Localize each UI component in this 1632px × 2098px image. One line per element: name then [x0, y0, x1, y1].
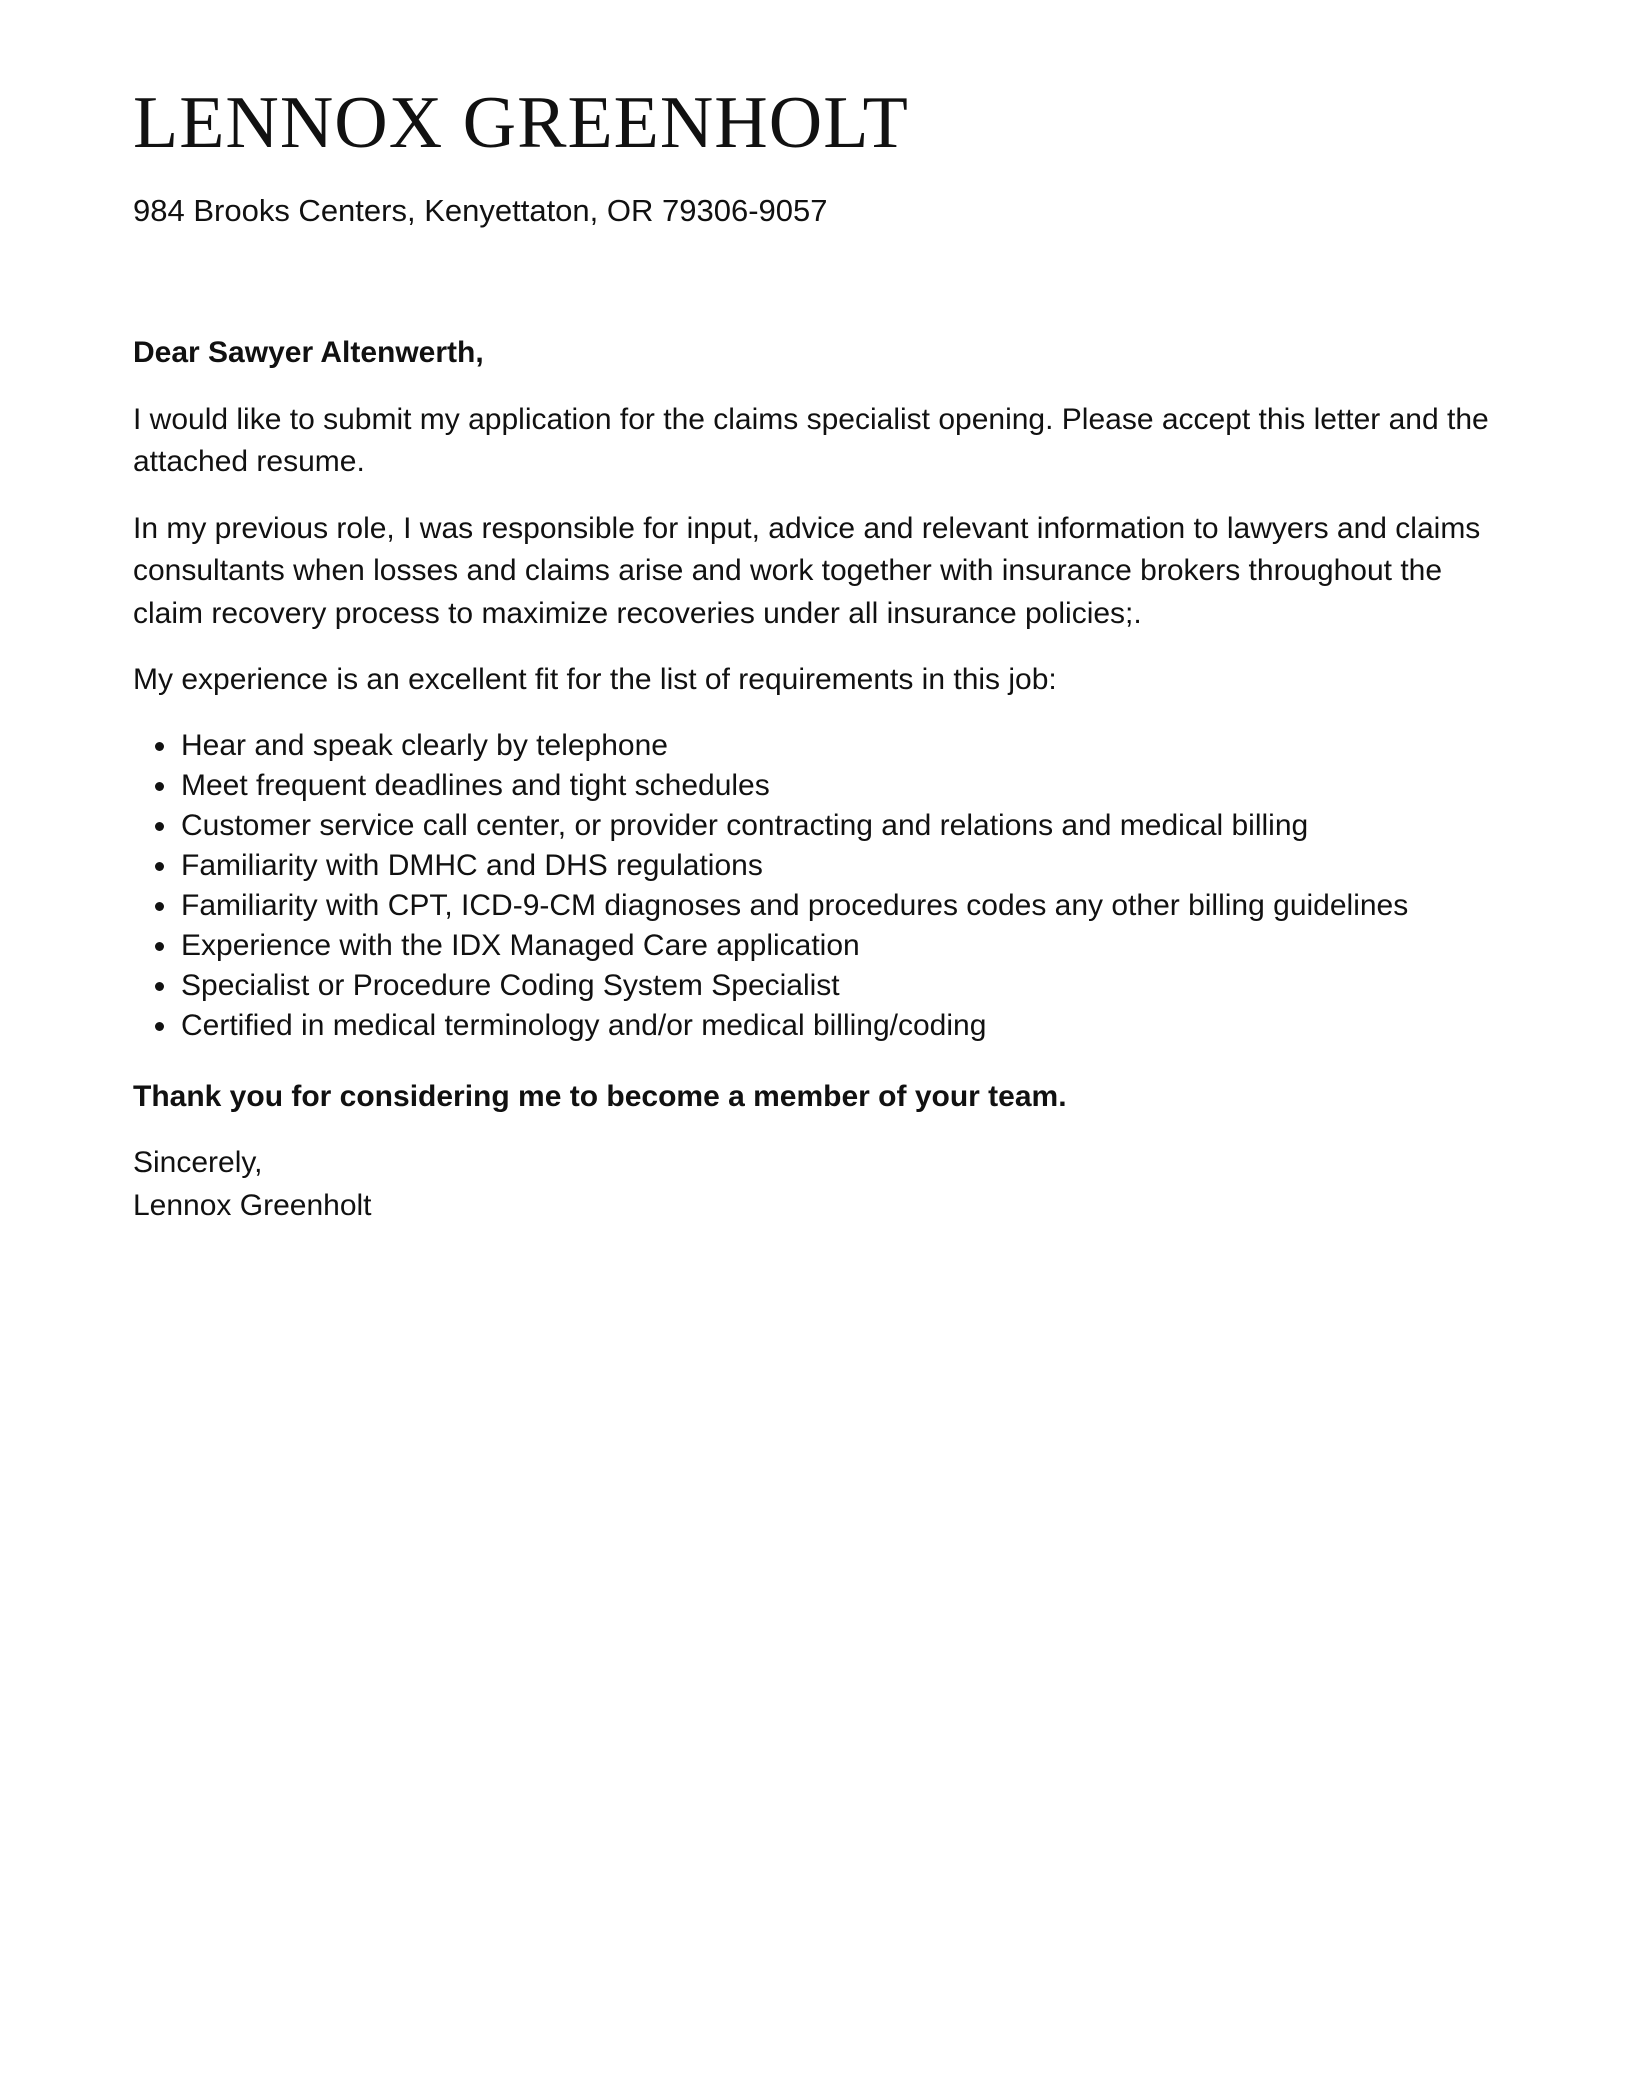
requirements-intro: My experience is an excellent fit for the list of requirements in this job: — [133, 663, 1057, 696]
list-item-text: Experience with the IDX Managed Care application — [181, 928, 860, 962]
applicant-address: 984 Brooks Centers, Kenyettaton, OR 79306-9057 — [133, 193, 828, 228]
letter-body — [133, 332, 1499, 1251]
bullet-icon — [155, 782, 164, 791]
list-item-text: Familiarity with DMHC and DHS regulations — [181, 848, 763, 882]
signoff-block — [133, 1142, 1499, 1227]
list-item — [133, 726, 1499, 766]
bullet-icon — [155, 1022, 164, 1031]
list-item — [133, 766, 1499, 806]
closing-line: Thank you for considering me to become a member of your team. — [133, 1079, 1067, 1113]
intro-paragraph: I would like to submit my application for the claims specialist opening. Please accept this letter and the attached resume. — [133, 402, 1489, 478]
list-item — [133, 966, 1499, 1006]
list-item-text: Familiarity with CPT, ICD-9-CM diagnoses and procedures codes any other billing guidelines — [181, 888, 1409, 922]
applicant-name: LENNOX GREENHOLT — [133, 82, 909, 164]
bullet-icon — [155, 982, 164, 991]
signoff: Sincerely, — [133, 1146, 263, 1179]
signature-name: Lennox Greenholt — [133, 1188, 372, 1222]
experience-paragraph: In my previous role, I was responsible for input, advice and relevant information to lawyers and claims consultants when losses and claims arise and work together with insurance brokers throughout the claim recovery process to maximize recoveries under all insurance policies;. — [133, 511, 1481, 630]
list-item-text: Meet frequent deadlines and tight schedules — [181, 768, 770, 802]
list-item — [133, 886, 1499, 926]
list-item-text: Hear and speak clearly by telephone — [181, 728, 668, 762]
bullet-icon — [155, 902, 164, 911]
list-item — [133, 846, 1499, 886]
salutation: Dear Sawyer Altenwerth, — [133, 336, 484, 369]
list-item — [133, 806, 1499, 846]
requirements-list — [133, 726, 1499, 1046]
bullet-icon — [155, 942, 164, 951]
bullet-icon — [155, 822, 164, 831]
list-item — [133, 926, 1499, 966]
bullet-icon — [155, 862, 164, 871]
list-item-text: Customer service call center, or provider contracting and relations and medical billing — [181, 808, 1309, 842]
list-item-text: Specialist or Procedure Coding System Specialist — [181, 968, 840, 1002]
list-item-text: Certified in medical terminology and/or medical billing/coding — [181, 1008, 987, 1042]
list-item — [133, 1006, 1499, 1046]
bullet-icon — [155, 742, 164, 751]
